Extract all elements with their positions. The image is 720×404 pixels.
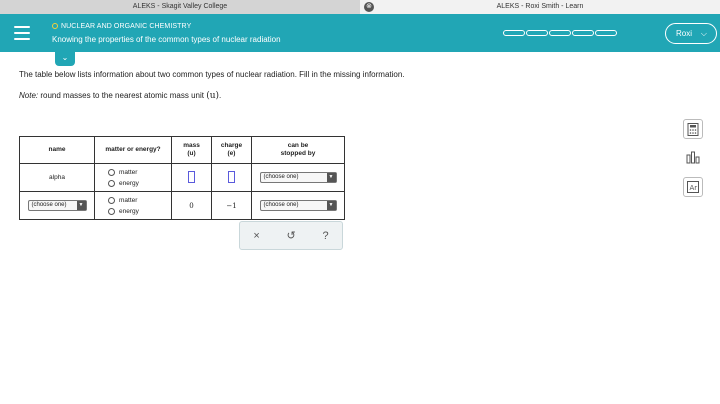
dropdown-arrow-icon: ▼ — [77, 201, 86, 210]
radio-button[interactable] — [108, 197, 115, 204]
header-stopped-by: can be stopped by — [252, 137, 345, 164]
help-icon[interactable]: ? — [322, 229, 329, 242]
radio-button[interactable] — [108, 169, 115, 176]
alpha-matter-energy-cell — [95, 164, 172, 192]
app-header — [0, 14, 720, 52]
data-chart-icon[interactable] — [683, 148, 703, 168]
table-header-row — [20, 137, 345, 164]
svg-text:Ar: Ar — [689, 184, 698, 192]
header-charge: charge (e) — [212, 137, 252, 164]
user-name: Roxi — [676, 29, 693, 38]
row2-charge-value: −1 — [212, 192, 252, 220]
header-matter-energy: matter or energy? — [95, 137, 172, 164]
note-text: round masses to the nearest atomic mass unit — [38, 91, 207, 100]
undo-icon[interactable]: ↺ — [286, 230, 296, 242]
alpha-mass-input[interactable] — [188, 171, 195, 183]
alpha-mass-cell — [172, 164, 212, 192]
collapse-header-chevron-icon[interactable]: ⌄ — [55, 52, 75, 66]
browser-tab-bar — [0, 0, 720, 14]
answer-tools — [239, 221, 343, 250]
radio-button[interactable] — [108, 208, 115, 215]
user-menu-button[interactable] — [665, 23, 717, 44]
question-intro: The table below lists information about two common types of nuclear radiation. Fill in the missing information. — [19, 70, 405, 79]
topic-label — [52, 23, 191, 30]
alpha-name-cell: alpha — [20, 164, 95, 192]
alpha-stopped-cell — [252, 164, 345, 192]
row2-stopped-by-select[interactable]: (choose one) ▼ — [260, 200, 337, 211]
hamburger-menu-icon[interactable] — [14, 26, 30, 40]
row2-matter-energy-cell — [95, 192, 172, 220]
dropdown-arrow-icon: ▼ — [327, 173, 336, 182]
alpha-stopped-by-select[interactable]: (choose one) ▼ — [260, 172, 337, 183]
note-unit: (u) — [206, 91, 220, 101]
browser-tab-aleks-learn[interactable]: ALEKS - Roxi Smith - Learn — [360, 0, 720, 14]
note-end: . — [219, 91, 222, 100]
dropdown-arrow-icon: ▼ — [327, 201, 336, 210]
row2-name-cell — [20, 192, 95, 220]
topic-status-icon — [52, 23, 58, 29]
alpha-energy-option[interactable]: energy — [95, 178, 171, 189]
progress-segment — [549, 30, 571, 36]
row2-matter-option[interactable]: matter — [95, 195, 171, 206]
question-note — [19, 91, 221, 101]
header-mass: mass (u) — [172, 137, 212, 164]
periodic-table-icon[interactable] — [683, 177, 703, 197]
table-row — [20, 192, 345, 220]
row2-stopped-cell — [252, 192, 345, 220]
calculator-icon[interactable] — [683, 119, 703, 139]
topic-text: NUCLEAR AND ORGANIC CHEMISTRY — [61, 23, 192, 30]
progress-segment — [503, 30, 525, 36]
progress-segment — [595, 30, 617, 36]
row2-mass-value: 0 — [172, 192, 212, 220]
row2-energy-option[interactable]: energy — [95, 206, 171, 217]
progress-segment — [526, 30, 548, 36]
alpha-charge-input[interactable] — [228, 171, 235, 183]
row2-name-select[interactable]: (choose one) ▼ — [28, 200, 87, 211]
alpha-matter-option[interactable]: matter — [95, 167, 171, 178]
chevron-down-icon: ⌵ — [700, 29, 707, 38]
alpha-charge-cell — [212, 164, 252, 192]
table-row — [20, 164, 345, 192]
header-name: name — [20, 137, 95, 164]
note-label: Note: — [19, 91, 39, 100]
close-tab-icon[interactable]: ⊗ — [364, 2, 374, 12]
progress-segment — [572, 30, 594, 36]
progress-bar — [503, 30, 618, 36]
browser-tab-skagit[interactable]: ALEKS - Skagit Valley College — [0, 0, 360, 14]
page-title: Knowing the properties of the common types of nuclear radiation — [52, 35, 281, 44]
radio-button[interactable] — [108, 180, 115, 187]
clear-icon[interactable]: × — [253, 229, 260, 242]
radiation-table — [19, 136, 345, 220]
